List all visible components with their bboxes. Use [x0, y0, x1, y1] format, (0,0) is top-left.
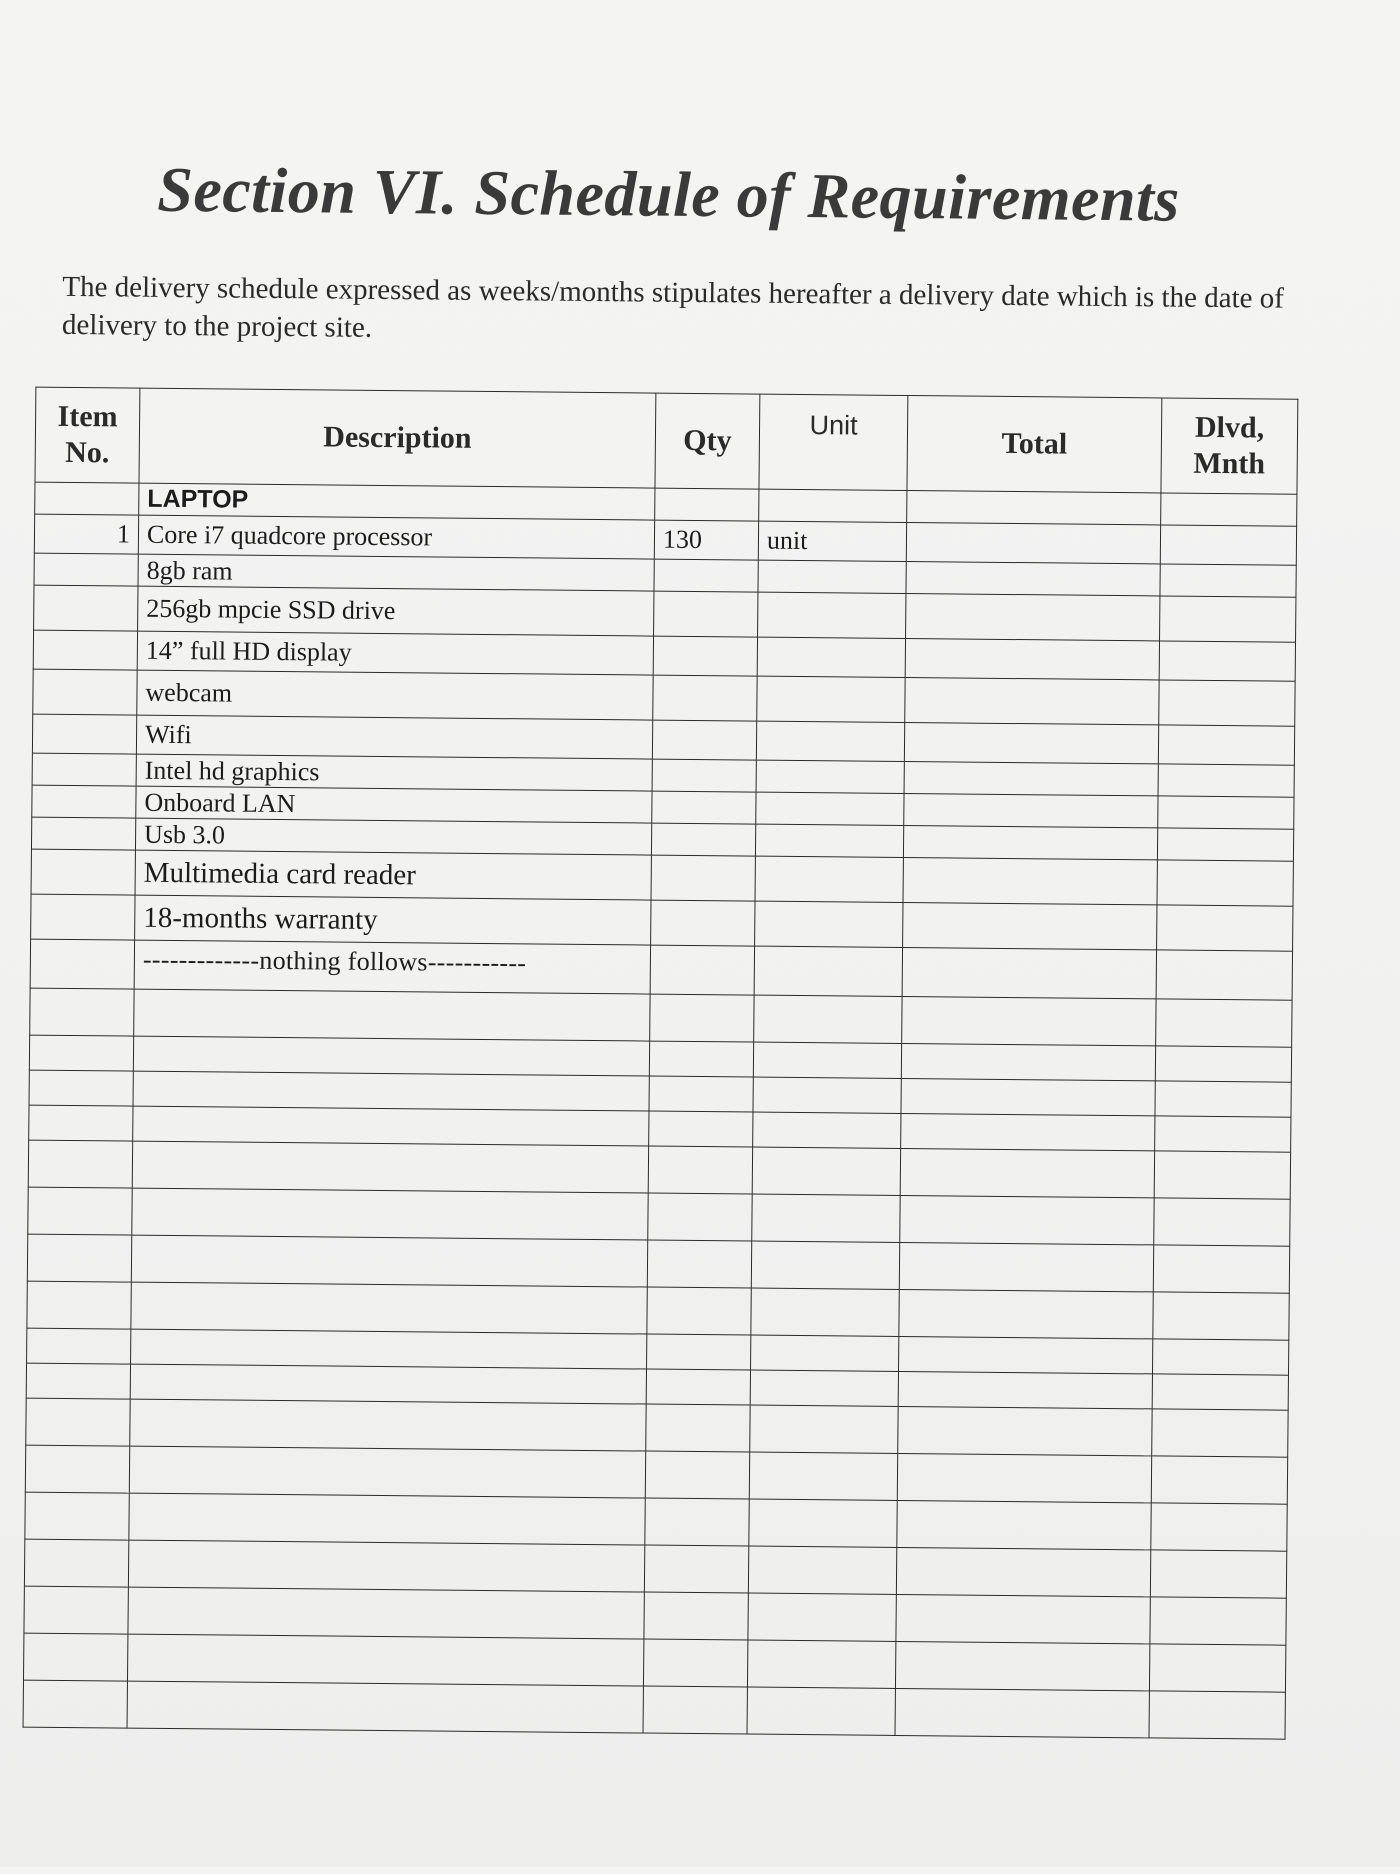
item-no-cell	[34, 585, 138, 631]
description-cell: webcam	[137, 670, 653, 720]
description-cell: Usb 3.0	[135, 818, 651, 855]
unit-cell	[754, 946, 902, 996]
delivered-cell	[1157, 905, 1293, 951]
qty-cell	[652, 791, 756, 824]
unit-cell	[755, 824, 903, 857]
description-cell: Wifi	[136, 715, 652, 759]
delivered-cell	[1158, 764, 1294, 797]
unit-cell: unit	[758, 521, 906, 561]
nothing-follows-note: -------------nothing follows-----------	[134, 940, 650, 994]
unit-cell	[759, 489, 907, 522]
description-cell: 14” full HD display	[137, 631, 653, 675]
item-no-cell	[31, 817, 135, 850]
qty-cell	[651, 823, 755, 856]
qty-cell: 130	[654, 520, 758, 560]
header-unit: Unit	[759, 394, 908, 490]
header-description: Description	[139, 388, 656, 488]
total-cell	[905, 677, 1159, 724]
header-total: Total	[907, 396, 1162, 493]
header-qty: Qty	[655, 393, 760, 489]
unit-cell	[758, 592, 906, 638]
item-no-cell	[35, 482, 139, 515]
total-cell	[904, 722, 1158, 763]
delivered-cell	[1157, 860, 1293, 906]
total-cell	[906, 523, 1160, 564]
item-no-cell	[33, 669, 137, 715]
qty-cell	[654, 559, 758, 592]
total-cell	[906, 593, 1160, 640]
description-cell: Intel hd graphics	[136, 754, 652, 791]
description-cell: 8gb ram	[138, 554, 654, 591]
delivered-cell	[1158, 796, 1294, 829]
delivered-cell	[1159, 680, 1295, 726]
item-no-cell	[34, 553, 138, 586]
item-no-cell	[32, 785, 136, 818]
delivered-cell	[1158, 725, 1294, 765]
intro-paragraph: The delivery schedule expressed as weeks/months stipulates hereafter a delivery date which is the date of delivery to the project site.	[61, 270, 1285, 344]
description-cell: 18-months warranty	[135, 895, 651, 945]
qty-cell	[652, 720, 756, 760]
qty-cell	[653, 675, 757, 721]
description-cell: Core i7 quadcore processor	[138, 515, 654, 559]
total-cell	[903, 902, 1157, 949]
total-cell	[905, 638, 1159, 679]
requirements-table	[23, 387, 1299, 1740]
total-cell	[903, 825, 1157, 859]
qty-cell	[650, 945, 754, 995]
qty-cell	[655, 488, 759, 521]
delivered-cell	[1159, 641, 1295, 681]
delivered-cell	[1157, 828, 1293, 861]
description-cell: Onboard LAN	[136, 786, 652, 823]
item-no-cell	[32, 714, 136, 754]
item-no-cell	[31, 894, 135, 940]
item-no-cell	[31, 849, 135, 895]
qty-cell	[651, 900, 755, 946]
total-cell	[902, 947, 1156, 998]
qty-cell	[654, 591, 758, 637]
delivered-cell	[1160, 525, 1296, 565]
description-cell: LAPTOP	[139, 483, 655, 520]
item-no-cell	[30, 939, 134, 989]
total-cell	[906, 562, 1160, 596]
delivered-cell	[1156, 950, 1292, 1000]
description-cell: 256gb mpcie SSD drive	[138, 586, 654, 636]
qty-cell	[652, 759, 756, 792]
total-cell	[907, 491, 1161, 525]
qty-cell	[653, 636, 757, 676]
header-delivered: Dlvd, Mnth	[1161, 398, 1298, 494]
description-cell: Multimedia card reader	[135, 850, 651, 900]
total-cell	[903, 857, 1157, 904]
header-item-no: Item No.	[35, 387, 140, 483]
unit-cell	[757, 676, 905, 722]
total-cell	[904, 761, 1158, 795]
unit-cell	[755, 901, 903, 947]
unit-cell	[756, 721, 904, 761]
unit-cell	[758, 560, 906, 593]
unit-cell	[756, 792, 904, 825]
delivered-cell	[1160, 564, 1296, 597]
item-no-cell	[32, 753, 136, 786]
total-cell	[904, 793, 1158, 827]
unit-cell	[756, 760, 904, 793]
unit-cell	[755, 856, 903, 902]
item-no-cell: 1	[34, 514, 138, 554]
delivered-cell	[1160, 596, 1296, 642]
unit-cell	[757, 637, 905, 677]
table-header-row	[35, 387, 1298, 494]
delivered-cell	[1161, 493, 1297, 526]
item-no-cell	[33, 630, 137, 670]
qty-cell	[651, 855, 755, 901]
page-title: Section VI. Schedule of Requirements	[156, 153, 1181, 235]
